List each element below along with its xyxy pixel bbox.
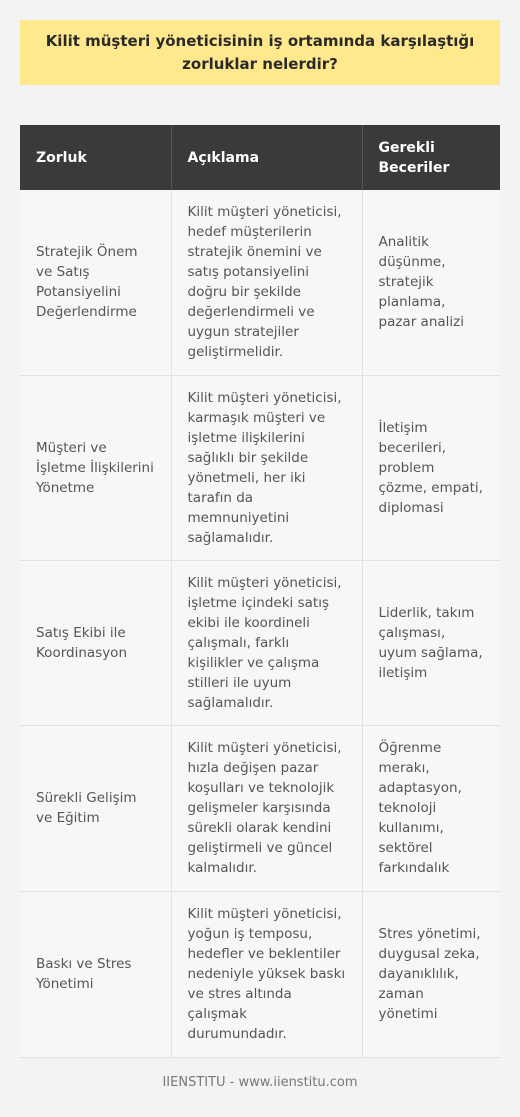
- table-header-row: [20, 125, 500, 190]
- cell-aciklama: Kilit müşteri yöneticisi, hızla değişen pazar koşulları ve teknolojik gelişmeler karşısında sürekli olarak kendini geliştirmeli ve güncel kalmalıdır.: [171, 725, 362, 891]
- cell-beceriler: İletişim becerileri, problem çözme, empati, diplomasi: [362, 375, 500, 560]
- title-banner: [20, 20, 500, 85]
- cell-beceriler: Öğrenme merakı, adaptasyon, teknoloji kullanımı, sektörel farkındalık: [362, 725, 500, 891]
- cell-zorluk: Müşteri ve İşletme İlişkilerini Yönetme: [20, 375, 171, 560]
- cell-beceriler: Stres yönetimi, duygusal zeka, dayanıklılık, zaman yönetimi: [362, 891, 500, 1057]
- cell-zorluk: Stratejik Önem ve Satış Potansiyelini Değerlendirme: [20, 190, 171, 375]
- cell-aciklama: Kilit müşteri yöneticisi, yoğun iş temposu, hedefler ve beklentiler nedeniyle yüksek baskı ve stres altında çalışmak durumundadır.: [171, 891, 362, 1057]
- cell-zorluk: Satış Ekibi ile Koordinasyon: [20, 560, 171, 725]
- table-row: [20, 375, 500, 560]
- header-aciklama: Açıklama: [171, 125, 362, 190]
- challenges-table: [20, 125, 500, 1058]
- table-row: [20, 190, 500, 375]
- cell-zorluk: Sürekli Gelişim ve Eğitim: [20, 725, 171, 891]
- cell-aciklama: Kilit müşteri yöneticisi, karmaşık müşteri ve işletme ilişkilerini sağlıklı bir şekilde yönetmeli, her iki tarafın da memnuniyetini sağlamalıdır.: [171, 375, 362, 560]
- cell-beceriler: Liderlik, takım çalışması, uyum sağlama, iletişim: [362, 560, 500, 725]
- table-row: [20, 560, 500, 725]
- footer-credit: IIENSTITU - www.iienstitu.com: [162, 1075, 358, 1090]
- cell-beceriler: Analitik düşünme, stratejik planlama, pazar analizi: [362, 190, 500, 375]
- header-gerekli-beceriler: Gerekli Beceriler: [362, 125, 500, 190]
- cell-aciklama: Kilit müşteri yöneticisi, işletme içindeki satış ekibi ile koordineli çalışmalı, farklı kişilikler ve çalışma stilleri ile uyum sağlamalıdır.: [171, 560, 362, 725]
- page-title: Kilit müşteri yöneticisinin iş ortamında karşılaştığı zorluklar nelerdir?: [45, 31, 475, 73]
- table-row: [20, 891, 500, 1057]
- header-zorluk: Zorluk: [20, 125, 171, 190]
- table-row: [20, 725, 500, 891]
- cell-aciklama: Kilit müşteri yöneticisi, hedef müşterilerin stratejik önemini ve satış potansiyelini doğru bir şekilde değerlendirmeli ve uygun stratejiler geliştirmelidir.: [171, 190, 362, 375]
- cell-zorluk: Baskı ve Stres Yönetimi: [20, 891, 171, 1057]
